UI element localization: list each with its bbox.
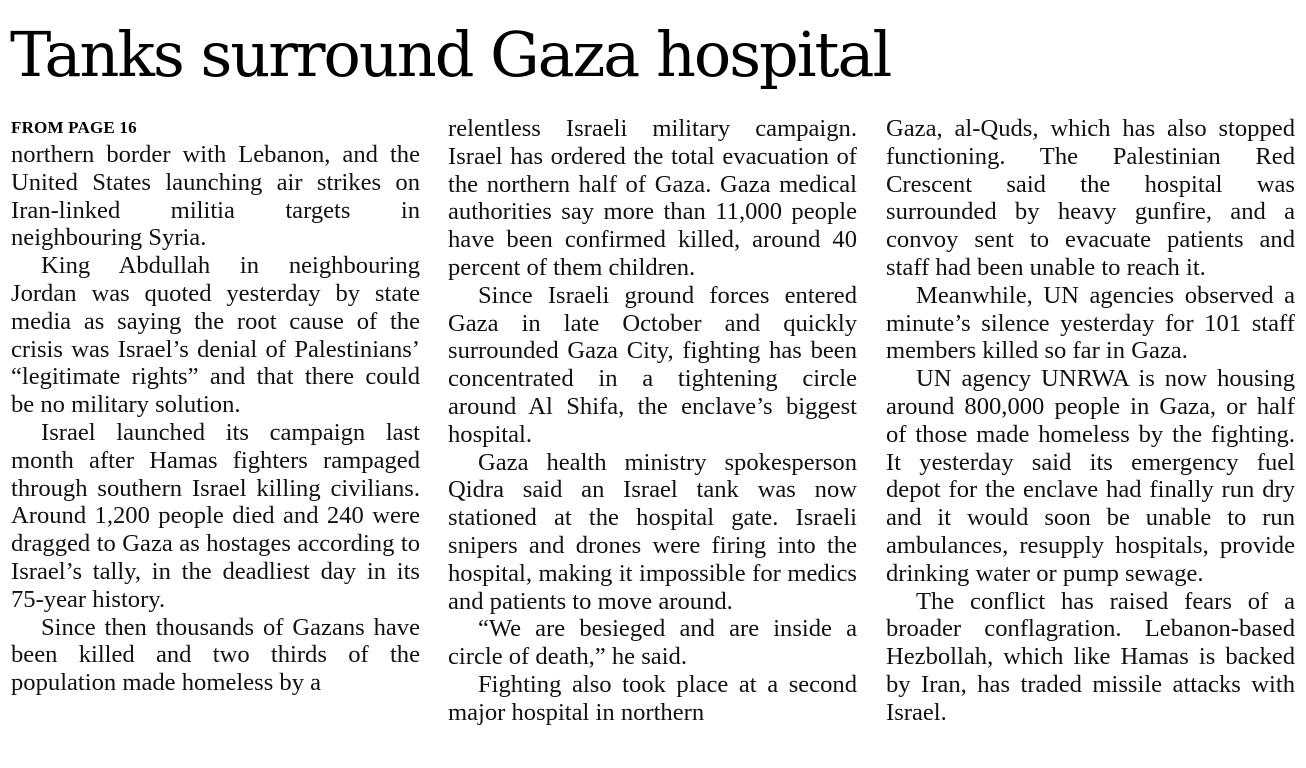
paragraph: Meanwhile, UN agencies observed a minute’s silence yesterday for 101 staff members killed so far in Gaza. [886, 281, 1295, 365]
paragraph: King Abdullah in neighbouring Jordan was quoted yesterday by state media as saying the root cause of the crisis was Israel’s denial of Palestinians’ “legitimate rights” and that there could be no military solution. [11, 252, 420, 419]
article-column-3 [886, 115, 1295, 727]
paragraph: UN agency UNRWA is now housing around 800,000 people in Gaza, or half of those made homeless by the fighting. It yesterday said its emergency fuel depot for the enclave had finally run dry and it would soon be unable to run ambulances, resupply hospitals, provide drinking water or pump sewage. [886, 365, 1295, 587]
article-column-1 [11, 115, 420, 697]
paragraph: relentless Israeli military campaign. Israel has ordered the total evacuation of the northern half of Gaza. Gaza medical authorities say more than 11,000 people have been confirmed killed, around 40 percent of them children. [448, 115, 857, 281]
paragraph: “We are besieged and are inside a circle of death,” he said. [448, 615, 857, 671]
paragraph: Since Israeli ground forces entered Gaza in late October and quickly surrounded Gaza City, fighting has been concentrated in a tightening circle around Al Shifa, the enclave’s biggest hospital. [448, 281, 857, 448]
paragraph: Since then thousands of Gazans have been killed and two thirds of the population made homeless by a [11, 613, 420, 697]
paragraph: The conflict has raised fears of a broader conflagration. Lebanon-based Hezbollah, which like Hamas is backed by Iran, has traded missile attacks with Israel. [886, 587, 1295, 726]
paragraph: northern border with Lebanon, and the United States launching air strikes on Iran-linked militia targets in neighbouring Syria. [11, 141, 420, 252]
paragraph: Israel launched its campaign last month after Hamas fighters rampaged through southern Israel killing civilians. Around 1,200 people died and 240 were dragged to Gaza as hostages according to Israel’s tally, in the deadliest day in its 75-year history. [11, 418, 420, 613]
continued-from-kicker: FROM PAGE 16 [11, 118, 137, 137]
paragraph: Gaza, al-Quds, which has also stopped functioning. The Palestinian Red Crescent said the hospital was surrounded by heavy gunfire, and a convoy sent to evacuate patients and staff had been unable to reach it. [886, 115, 1295, 281]
headline: Tanks surround Gaza hospital [10, 18, 891, 91]
paragraph: Fighting also took place at a second major hospital in northern [448, 670, 857, 726]
article-column-2 [448, 115, 857, 727]
paragraph: Gaza health ministry spokesperson Qidra said an Israel tank was now stationed at the hospital gate. Israeli snipers and drones were firing into the hospital, making it impossible for medics and patients to move around. [448, 448, 857, 615]
